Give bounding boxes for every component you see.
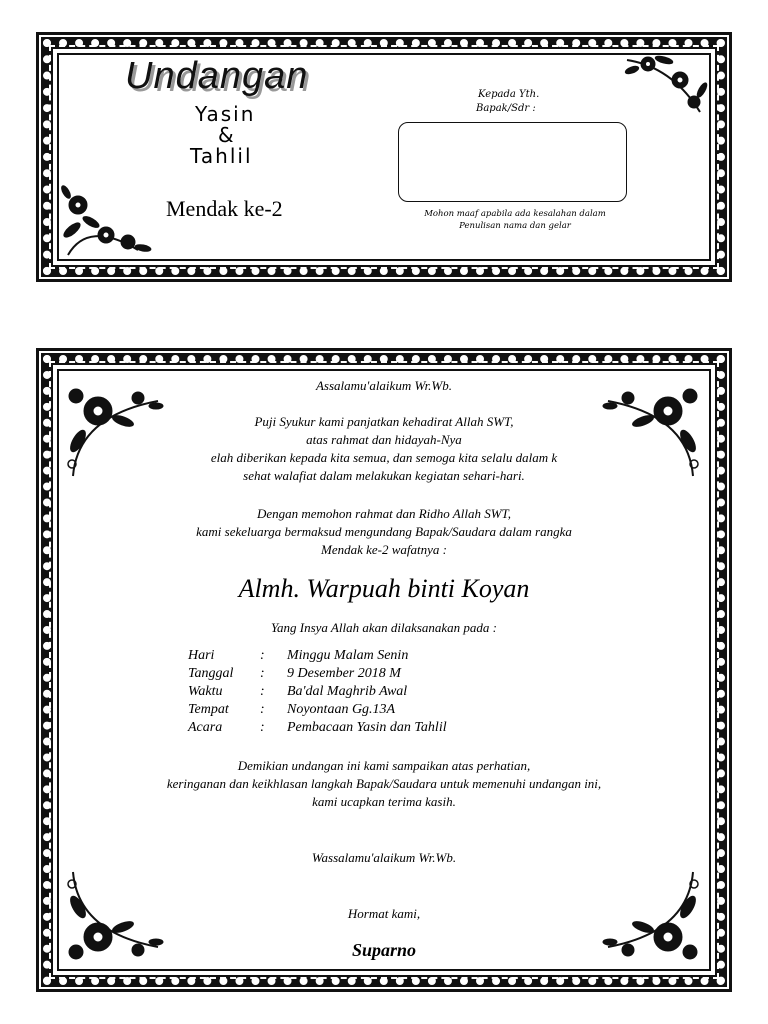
paragraph-1-line: sehat walafiat dalam melakukan kegiatan sehari-hari. [243,468,525,483]
detail-label: Tanggal [188,666,234,681]
apology-note [400,208,630,232]
detail-separator: : [260,720,265,735]
detail-value: Minggu Malam Senin [287,648,409,663]
detail-value: 9 Desember 2018 M [287,666,401,681]
paragraph-2-line: Mendak ke-2 wafatnya : [321,542,447,557]
closing-line: Demikian undangan ini kami sampaikan atas perhatian, [237,758,531,773]
closing-line: kami ucapkan terima kasih. [312,794,456,809]
paragraph-1-line: elah diberikan kepada kita semua, dan semoga kita selalu dalam k [210,450,558,465]
envelope-ampersand: & [218,123,234,147]
detail-separator: : [260,666,265,681]
paragraph-1-line: Puji Syukur kami panjatkan kehadirat Allah SWT, [254,414,514,429]
envelope-title: Undangan [125,55,309,97]
schedule-intro: Yang Insya Allah akan dilaksanakan pada : [270,620,498,635]
detail-label: Tempat [188,702,229,717]
deceased-name: Almh. Warpuah binti Koyan [238,574,530,603]
floral-corner-ornament-icon [622,52,712,122]
detail-value: Noyontaan Gg.13A [287,702,396,717]
apology-line-2: Penulisan nama dan gelar [459,221,571,231]
detail-value: Pembacaan Yasin dan Tahlil [287,720,447,735]
recipient-address-box [398,122,627,202]
detail-label: Hari [188,648,215,663]
farewell: Wassalamu'alaikum Wr.Wb. [311,850,457,865]
envelope-subtitle-yasin: Yasin [195,102,256,126]
detail-label: Waktu [188,684,223,699]
floral-corner-ornament-icon [58,180,153,260]
detail-value: Ba'dal Maghrib Awal [287,684,408,699]
detail-separator: : [260,684,265,699]
paragraph-1-line: atas rahmat dan hidayah-Nya [306,432,462,447]
recipient-label: Kepada Yth. [478,89,540,100]
recipient-title-label: Bapak/Sdr : [476,103,536,114]
paragraph-2-line: Dengan memohon rahmat dan Ridho Allah SWT, [256,506,512,521]
detail-separator: : [260,702,265,717]
closing-line: keringanan dan keikhlasan langkah Bapak/Saudara untuk memenuhi undangan ini, [166,776,602,791]
detail-label: Acara [188,720,223,735]
envelope-subtitle-tahlil: Tahlil [190,144,253,168]
apology-line-1: Mohon maaf apabila ada kesalahan dalam [424,209,606,219]
signer-name: Suparno [351,940,417,960]
envelope-event: Mendak ke-2 [166,196,283,221]
detail-separator: : [260,648,265,663]
regards: Hormat kami, [347,906,421,921]
greeting: Assalamu'alaikum Wr.Wb. [315,378,453,393]
paragraph-2-line: kami sekeluarga bermaksud mengundang Bapak/Saudara dalam rangka [196,524,572,539]
